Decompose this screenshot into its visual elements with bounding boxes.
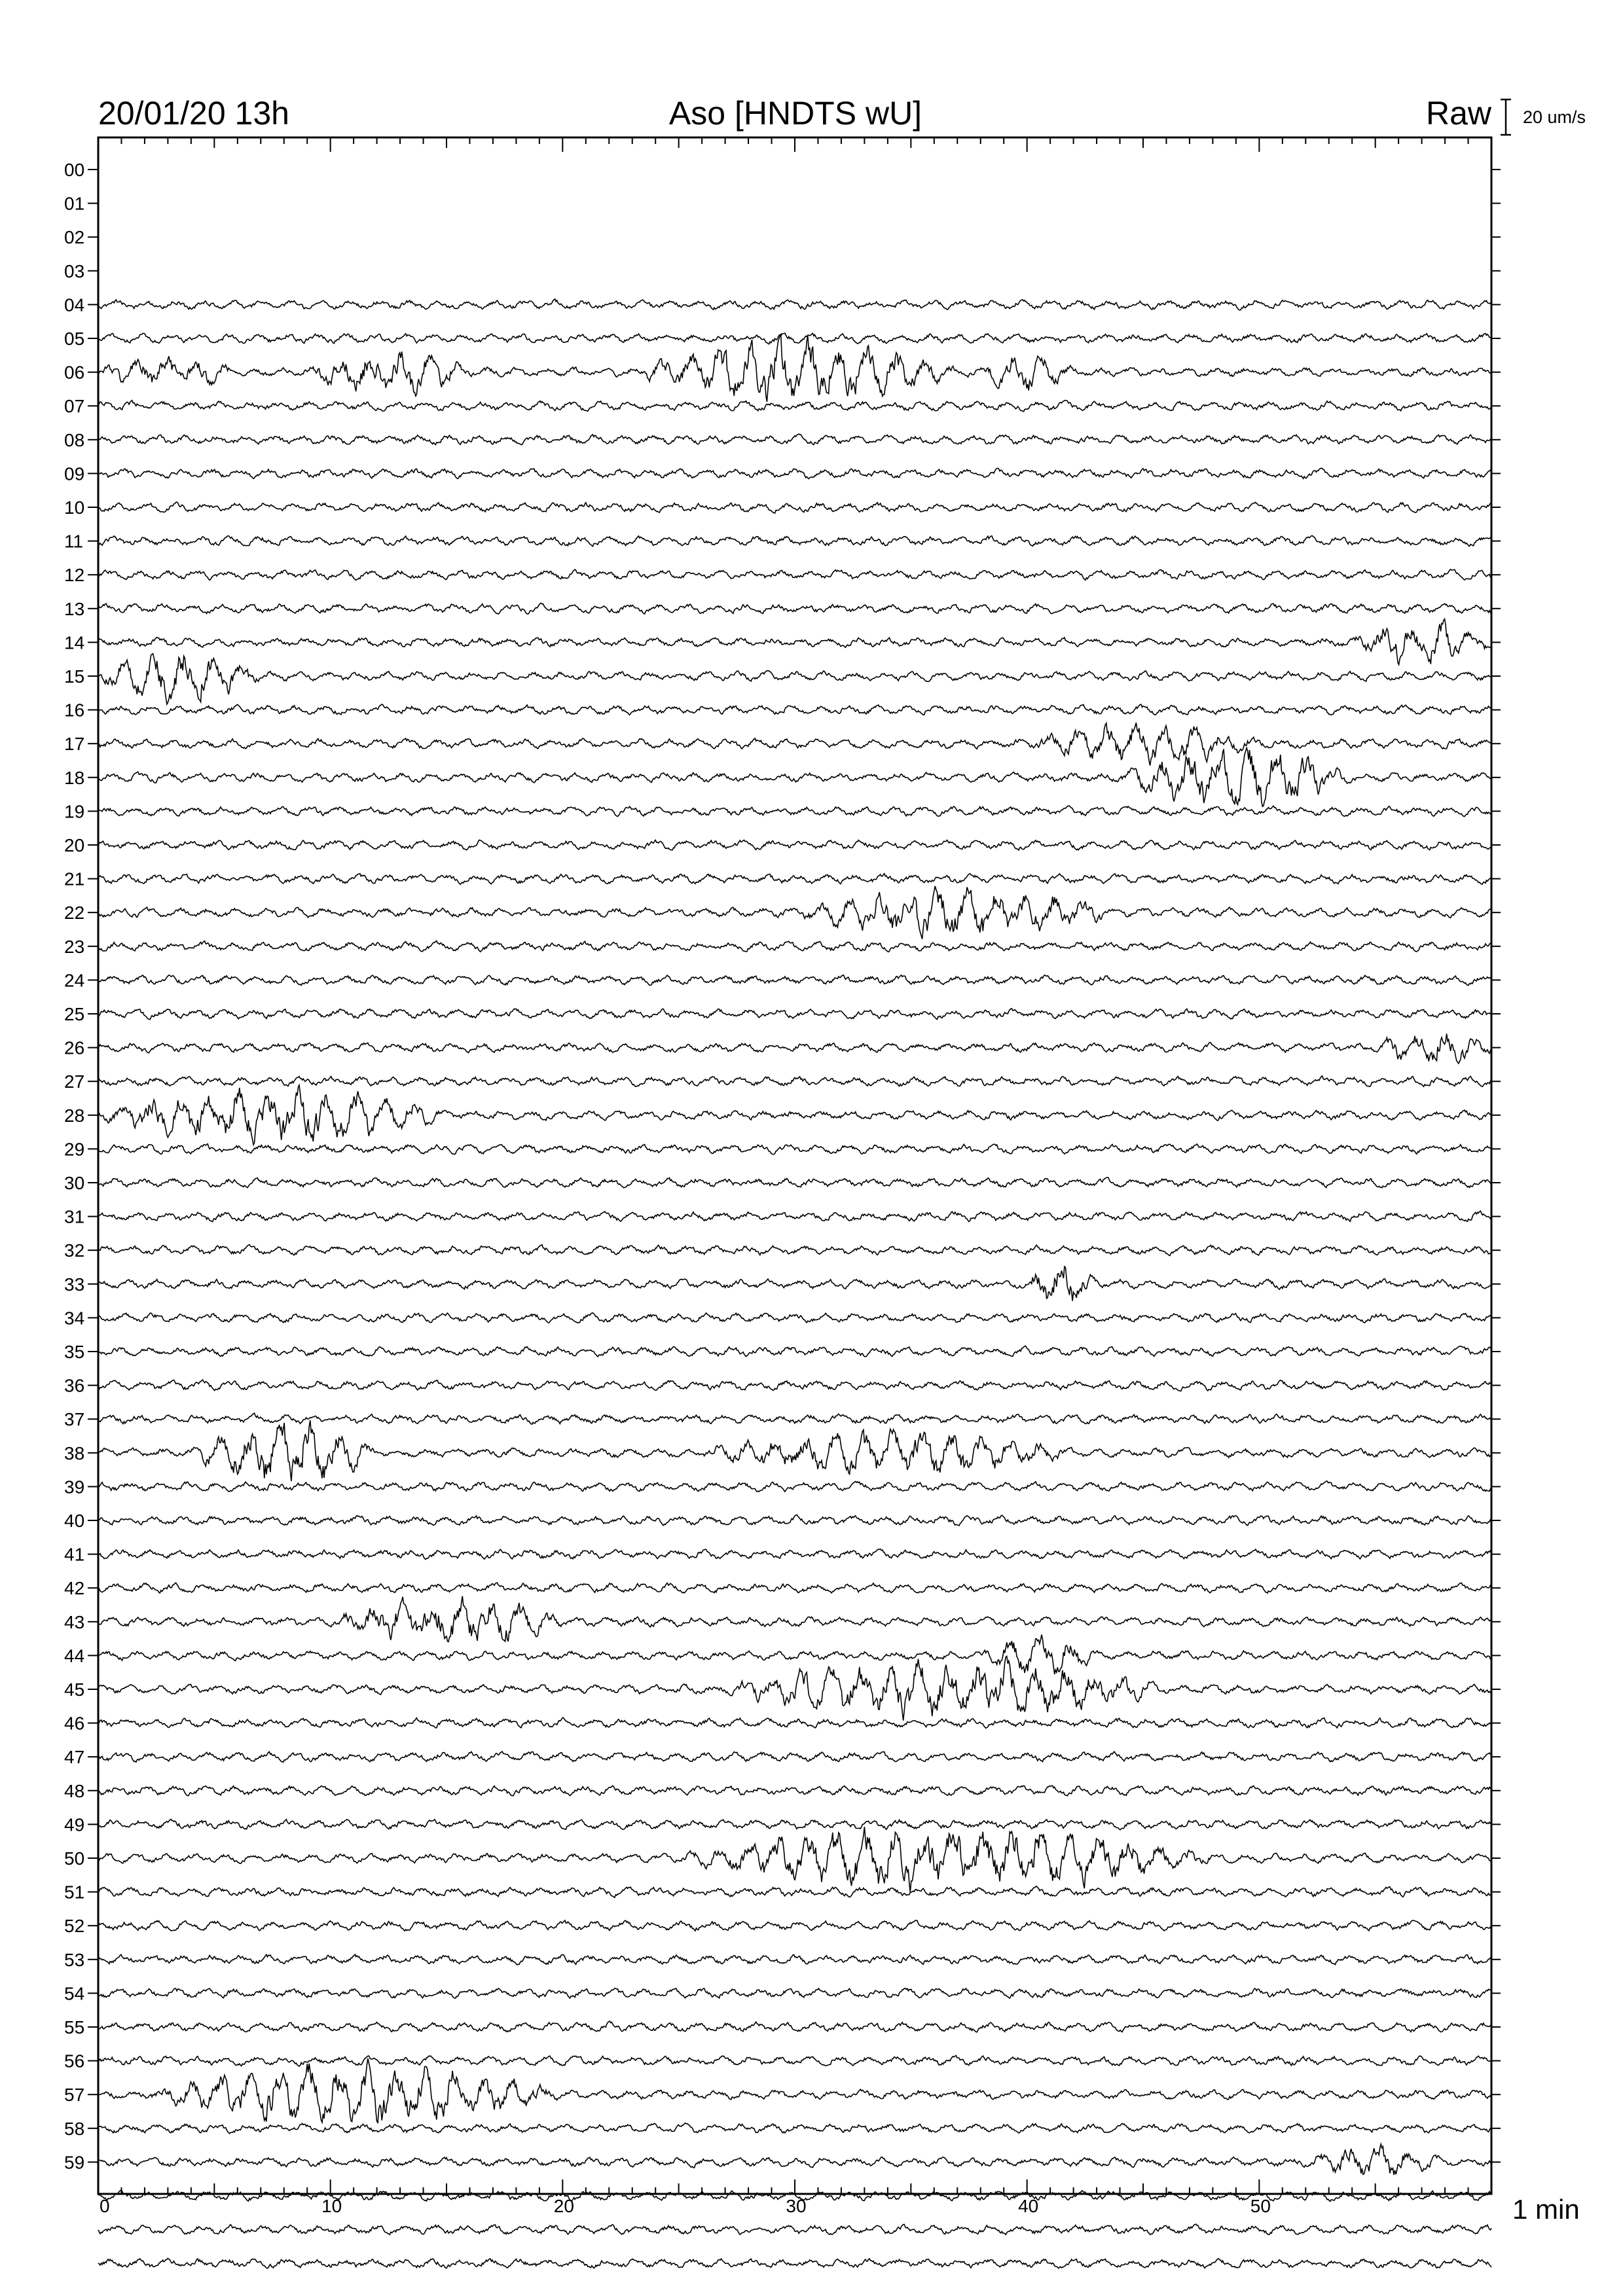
y-tick-label: 56	[64, 2051, 85, 2072]
trace-line	[98, 840, 1491, 850]
y-tick-label: 48	[64, 1780, 85, 1801]
mode-label: Raw	[1425, 95, 1491, 132]
trace-line	[98, 502, 1491, 513]
x-tick-label: 0	[100, 2196, 110, 2216]
x-tick-label: 10	[321, 2196, 342, 2216]
y-tick-label: 34	[64, 1308, 85, 1329]
x-axis-label: 1 min	[1512, 2194, 1580, 2225]
y-tick-label: 32	[64, 1240, 85, 1261]
y-tick-label: 29	[64, 1139, 85, 1160]
trace-line	[98, 1717, 1491, 1728]
y-tick-label: 06	[64, 362, 85, 383]
trace-line	[98, 1346, 1491, 1356]
trace-line	[98, 1751, 1491, 1763]
trace-line	[98, 1583, 1491, 1593]
y-tick-label: 19	[64, 801, 85, 822]
trace-line	[98, 806, 1491, 816]
y-tick-label: 36	[64, 1375, 85, 1396]
trace-line	[98, 1076, 1491, 1086]
y-tick-label: 21	[64, 869, 85, 889]
trace-line	[98, 1920, 1491, 1931]
trace-line	[98, 654, 1491, 704]
trace-line	[98, 434, 1491, 444]
y-tick-label: 50	[64, 1848, 85, 1869]
y-tick-label: 51	[64, 1882, 85, 1903]
y-tick-label: 17	[64, 734, 85, 755]
scale-label: 20 um/s	[1523, 107, 1586, 127]
y-tick-label: 14	[64, 632, 85, 653]
y-tick-label: 46	[64, 1713, 85, 1734]
y-tick-label: 24	[64, 970, 85, 991]
trace-line	[98, 1245, 1491, 1256]
trace-line	[98, 1420, 1491, 1481]
y-tick-label: 08	[64, 429, 85, 450]
y-tick-label: 47	[64, 1747, 85, 1768]
y-tick-label: 07	[64, 396, 85, 417]
x-tick-label: 30	[786, 2196, 807, 2216]
trace-line	[98, 1177, 1491, 1188]
trace-line	[98, 2021, 1491, 2032]
y-tick-label: 30	[64, 1173, 85, 1193]
trace-line	[98, 333, 1491, 344]
trace-line	[98, 2224, 1491, 2234]
trace-line	[98, 2058, 1491, 2123]
y-tick-label: 41	[64, 1544, 85, 1565]
y-tick-label: 33	[64, 1274, 85, 1295]
y-tick-label: 59	[64, 2152, 85, 2173]
y-tick-label: 13	[64, 598, 85, 619]
trace-line	[98, 299, 1491, 310]
trace-line	[98, 1085, 1491, 1145]
trace-line	[98, 723, 1491, 766]
trace-line	[98, 1144, 1491, 1155]
y-tick-label: 58	[64, 2118, 85, 2139]
trace-line	[98, 619, 1491, 665]
y-tick-label: 02	[64, 227, 85, 248]
scale-bar	[1501, 99, 1511, 135]
y-tick-label: 23	[64, 936, 85, 957]
trace-line	[98, 1820, 1491, 1830]
station-title: Aso [HNDTS wU]	[668, 95, 922, 132]
trace-line	[98, 1515, 1491, 1526]
trace-line	[98, 401, 1491, 412]
trace-line	[98, 941, 1491, 952]
y-tick-label: 26	[64, 1037, 85, 1058]
trace-line	[98, 748, 1491, 807]
trace-line	[98, 1266, 1491, 1301]
x-axis	[100, 2196, 1271, 2216]
y-axis	[64, 160, 1501, 2172]
trace-line	[98, 603, 1491, 614]
y-tick-label: 49	[64, 1814, 85, 1835]
trace-line	[98, 1033, 1491, 1064]
y-tick-label: 04	[64, 295, 85, 315]
y-tick-label: 45	[64, 1679, 85, 1700]
trace-line	[98, 1635, 1491, 1675]
trace-line	[98, 1549, 1491, 1560]
y-tick-label: 22	[64, 903, 85, 924]
y-tick-label: 37	[64, 1409, 85, 1430]
y-tick-label: 39	[64, 1477, 85, 1498]
y-tick-label: 25	[64, 1004, 85, 1024]
trace-line	[98, 1211, 1491, 1221]
bottom-ticks	[98, 2179, 1491, 2194]
y-tick-label: 35	[64, 1342, 85, 1362]
trace-line	[98, 1009, 1491, 1020]
top-ticks	[98, 137, 1491, 152]
y-tick-label: 44	[64, 1645, 85, 1666]
trace-line	[98, 975, 1491, 986]
y-tick-label: 42	[64, 1578, 85, 1599]
y-tick-label: 18	[64, 767, 85, 788]
y-tick-label: 05	[64, 329, 85, 349]
y-tick-label: 10	[64, 497, 85, 518]
y-tick-label: 52	[64, 1916, 85, 1937]
y-tick-label: 57	[64, 2085, 85, 2106]
plot-frame	[98, 137, 1491, 2194]
trace-line	[98, 1413, 1491, 1424]
y-tick-label: 16	[64, 700, 85, 721]
trace-line	[98, 1657, 1491, 1721]
trace-line	[98, 1988, 1491, 1998]
trace-line	[98, 334, 1491, 402]
x-tick-label: 50	[1250, 2196, 1271, 2216]
x-tick-label: 40	[1018, 2196, 1039, 2216]
trace-line	[98, 2258, 1491, 2268]
trace-group	[98, 299, 1491, 2269]
trace-line	[98, 704, 1491, 715]
y-tick-label: 03	[64, 260, 85, 281]
trace-line	[98, 569, 1491, 581]
trace-line	[98, 1785, 1491, 1796]
trace-line	[98, 1313, 1491, 1323]
y-tick-label: 53	[64, 1949, 85, 1970]
y-tick-label: 09	[64, 463, 85, 484]
trace-line	[98, 535, 1491, 546]
y-tick-label: 01	[64, 193, 85, 214]
y-tick-label: 31	[64, 1206, 85, 1227]
y-tick-label: 54	[64, 1983, 85, 2004]
y-tick-label: 11	[64, 531, 84, 552]
trace-line	[98, 886, 1491, 939]
y-tick-label: 00	[64, 160, 85, 180]
trace-line	[98, 1596, 1491, 1642]
y-tick-label: 20	[64, 835, 85, 855]
trace-line	[98, 1954, 1491, 1965]
trace-line	[98, 2144, 1491, 2175]
y-tick-label: 28	[64, 1105, 85, 1126]
trace-line	[98, 1481, 1491, 1492]
date-label: 20/01/20 13h	[98, 95, 289, 132]
y-tick-label: 12	[64, 565, 85, 586]
y-tick-label: 43	[64, 1611, 85, 1632]
trace-line	[98, 468, 1491, 478]
trace-line	[98, 874, 1491, 885]
y-tick-label: 40	[64, 1511, 85, 1531]
y-tick-label: 55	[64, 2017, 85, 2037]
y-tick-label: 27	[64, 1071, 85, 1092]
y-tick-label: 38	[64, 1443, 85, 1463]
trace-line	[98, 1380, 1491, 1391]
trace-line	[98, 2123, 1491, 2134]
trace-line	[98, 1827, 1491, 1892]
x-tick-label: 20	[553, 2196, 574, 2216]
trace-line	[98, 1886, 1491, 1897]
y-tick-label: 15	[64, 666, 85, 687]
